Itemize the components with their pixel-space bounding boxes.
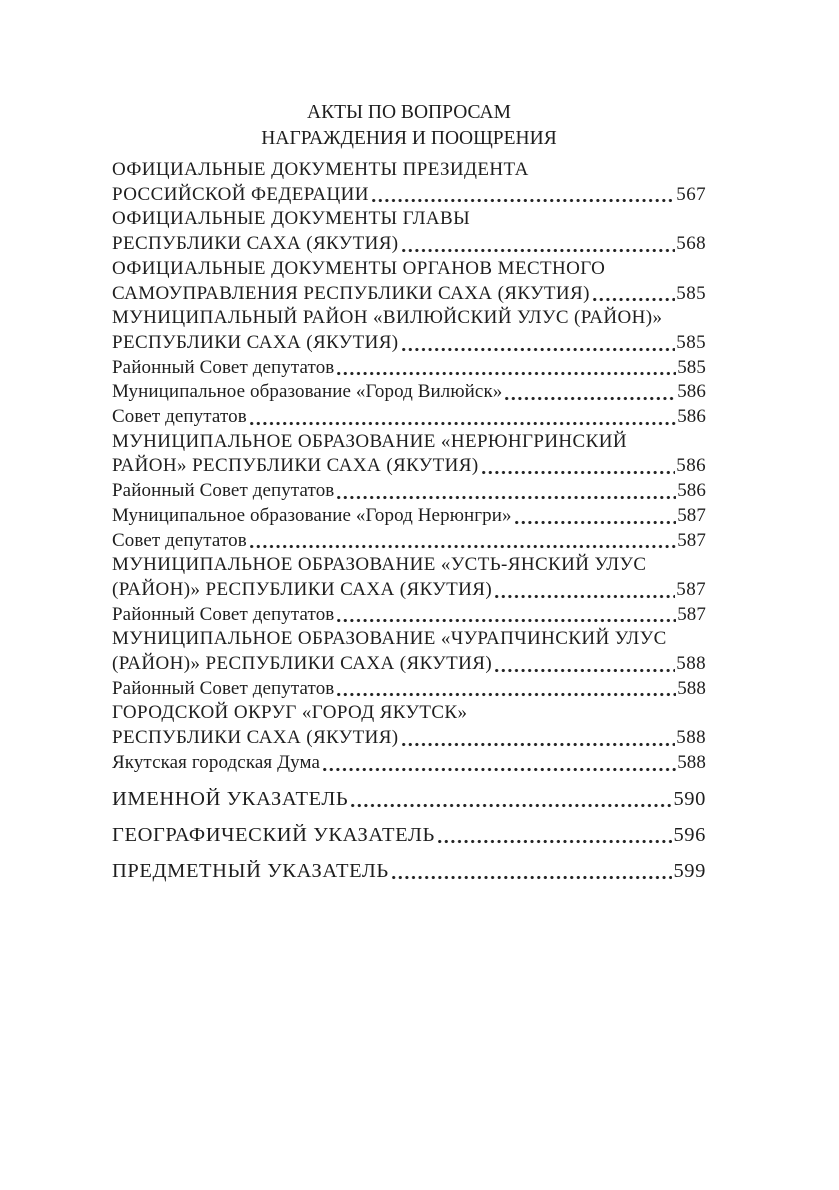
toc-entry-title: МУНИЦИПАЛЬНОЕ ОБРАЗОВАНИЕ «НЕРЮНГРИНСКИЙ — [112, 430, 627, 452]
page-number: 587 — [677, 603, 706, 625]
dot-leader — [323, 767, 676, 772]
section-heading-line2: НАГРАЖДЕНИЯ И ПООЩРЕНИЯ — [261, 128, 557, 149]
dot-leader — [402, 742, 676, 747]
page-number: 568 — [676, 233, 706, 255]
dot-leader — [495, 594, 675, 599]
page-number: 586 — [676, 455, 706, 477]
page-number: 586 — [677, 480, 706, 502]
toc-entry-line — [112, 232, 706, 257]
page-number: 586 — [677, 406, 706, 428]
dot-leader — [505, 396, 676, 401]
toc-entry-line — [112, 380, 706, 405]
toc-entry-line — [112, 454, 706, 479]
toc-entry-line — [112, 356, 706, 381]
toc-entry-line — [112, 859, 706, 884]
dot-leader — [337, 495, 676, 500]
dot-leader — [337, 371, 676, 376]
toc-entry-title: ОФИЦИАЛЬНЫЕ ДОКУМЕНТЫ ГЛАВЫ — [112, 208, 471, 230]
page-number: 587 — [676, 578, 706, 600]
page-number: 588 — [677, 677, 706, 699]
toc-entry-line — [112, 578, 706, 603]
dot-leader — [351, 803, 672, 808]
page-number: 585 — [677, 356, 706, 378]
toc-entry-title: ОФИЦИАЛЬНЫЕ ДОКУМЕНТЫ ПРЕЗИДЕНТА — [112, 159, 529, 180]
toc-entry-title: Совет депутатов — [112, 406, 247, 428]
page-number: 567 — [676, 183, 706, 205]
dot-leader — [402, 347, 676, 352]
toc-entry-title: САМОУПРАВЛЕНИЯ РЕСПУБЛИКИ САХА (ЯКУТИЯ) — [112, 282, 590, 304]
toc-list — [112, 158, 706, 884]
page-number: 596 — [673, 824, 706, 847]
toc-entry-line — [112, 787, 706, 812]
toc-entry-line — [112, 306, 706, 331]
toc-entry-title: РЕСПУБЛИКИ САХА (ЯКУТИЯ) — [112, 331, 399, 353]
dot-leader — [392, 875, 673, 880]
toc-entry-line — [112, 823, 706, 848]
dot-leader — [482, 470, 676, 475]
toc-entry-title: (РАЙОН)» РЕСПУБЛИКИ САХА (ЯКУТИЯ) — [112, 578, 493, 600]
toc-entry-line — [112, 479, 706, 504]
toc-entry-title: Районный Совет депутатов — [112, 603, 335, 625]
page-number: 587 — [677, 529, 706, 551]
toc-entry-title: ГЕОГРАФИЧЕСКИЙ УКАЗАТЕЛЬ — [112, 824, 435, 847]
toc-entry-line — [112, 207, 706, 232]
toc-entry-title: Муниципальное образование «Город Вилюйск» — [112, 381, 503, 403]
section-heading-line1: АКТЫ ПО ВОПРОСАМ — [307, 102, 511, 123]
dot-leader — [593, 297, 675, 302]
toc-entry-title: ИМЕННОЙ УКАЗАТЕЛЬ — [112, 788, 349, 811]
toc-entry-line — [112, 257, 706, 282]
page-number: 585 — [676, 282, 706, 304]
toc-entry-line — [112, 726, 706, 751]
toc-entry-title: МУНИЦИПАЛЬНЫЙ РАЙОН «ВИЛЮЙСКИЙ УЛУС (РАЙОН)» — [112, 307, 663, 329]
page-number: 599 — [673, 860, 706, 883]
toc-entry-line — [112, 652, 706, 677]
toc-entry-line — [112, 627, 706, 652]
toc-entry-title: (РАЙОН)» РЕСПУБЛИКИ САХА (ЯКУТИЯ) — [112, 653, 493, 675]
toc-entry-title: МУНИЦИПАЛЬНОЕ ОБРАЗОВАНИЕ «ЧУРАПЧИНСКИЙ УЛУС — [112, 628, 667, 650]
toc-entry-title: ПРЕДМЕТНЫЙ УКАЗАТЕЛЬ — [112, 860, 389, 883]
toc-entry-line — [112, 504, 706, 529]
toc-entry-line — [112, 158, 706, 183]
dot-leader — [438, 839, 673, 844]
toc-entry-line — [112, 701, 706, 726]
dot-leader — [515, 520, 677, 525]
toc-entry-line — [112, 430, 706, 455]
dot-leader — [250, 421, 676, 426]
toc-entry-title: Муниципальное образование «Город Нерюнгри» — [112, 504, 512, 526]
toc-entry-title: Районный Совет депутатов — [112, 356, 335, 378]
page-number: 588 — [676, 653, 706, 675]
toc-entry-title: РАЙОН» РЕСПУБЛИКИ САХА (ЯКУТИЯ) — [112, 455, 479, 477]
toc-entry-title: Районный Совет депутатов — [112, 677, 335, 699]
section-heading — [112, 100, 706, 152]
page-number: 585 — [676, 331, 706, 353]
toc-entry-title: Якутская городская Дума — [112, 751, 321, 773]
dot-leader — [250, 544, 676, 549]
page-number: 586 — [677, 381, 706, 403]
dot-leader — [337, 692, 676, 697]
toc-entry-line — [112, 331, 706, 356]
toc-entry-title: Совет депутатов — [112, 529, 247, 551]
toc-entry-title: РЕСПУБЛИКИ САХА (ЯКУТИЯ) — [112, 233, 399, 255]
toc-entry-title: МУНИЦИПАЛЬНОЕ ОБРАЗОВАНИЕ «УСТЬ-ЯНСКИЙ УЛУС — [112, 554, 647, 576]
page-number: 588 — [676, 727, 706, 749]
toc-entry-title: ОФИЦИАЛЬНЫЕ ДОКУМЕНТЫ ОРГАНОВ МЕСТНОГО — [112, 257, 606, 279]
toc-entry-line — [112, 603, 706, 628]
toc-entry-line — [112, 677, 706, 702]
dot-leader — [402, 248, 676, 253]
page-number: 590 — [673, 788, 706, 811]
toc-entry-line — [112, 405, 706, 430]
toc-entry-line — [112, 529, 706, 554]
dot-leader — [337, 618, 676, 623]
dot-leader — [495, 668, 675, 673]
toc-entry-title: РОССИЙСКОЙ ФЕДЕРАЦИИ — [112, 183, 369, 205]
page-number: 588 — [677, 751, 706, 773]
toc-entry-line — [112, 282, 706, 307]
toc-entry-line — [112, 751, 706, 776]
page-number: 587 — [677, 504, 706, 526]
toc-entry-title: ГОРОДСКОЙ ОКРУГ «ГОРОД ЯКУТСК» — [112, 702, 468, 724]
toc-page-content — [112, 100, 706, 884]
toc-entry-title: РЕСПУБЛИКИ САХА (ЯКУТИЯ) — [112, 727, 399, 749]
dot-leader — [372, 198, 675, 203]
toc-entry-line — [112, 553, 706, 578]
toc-entry-line — [112, 183, 706, 208]
toc-entry-title: Районный Совет депутатов — [112, 480, 335, 502]
